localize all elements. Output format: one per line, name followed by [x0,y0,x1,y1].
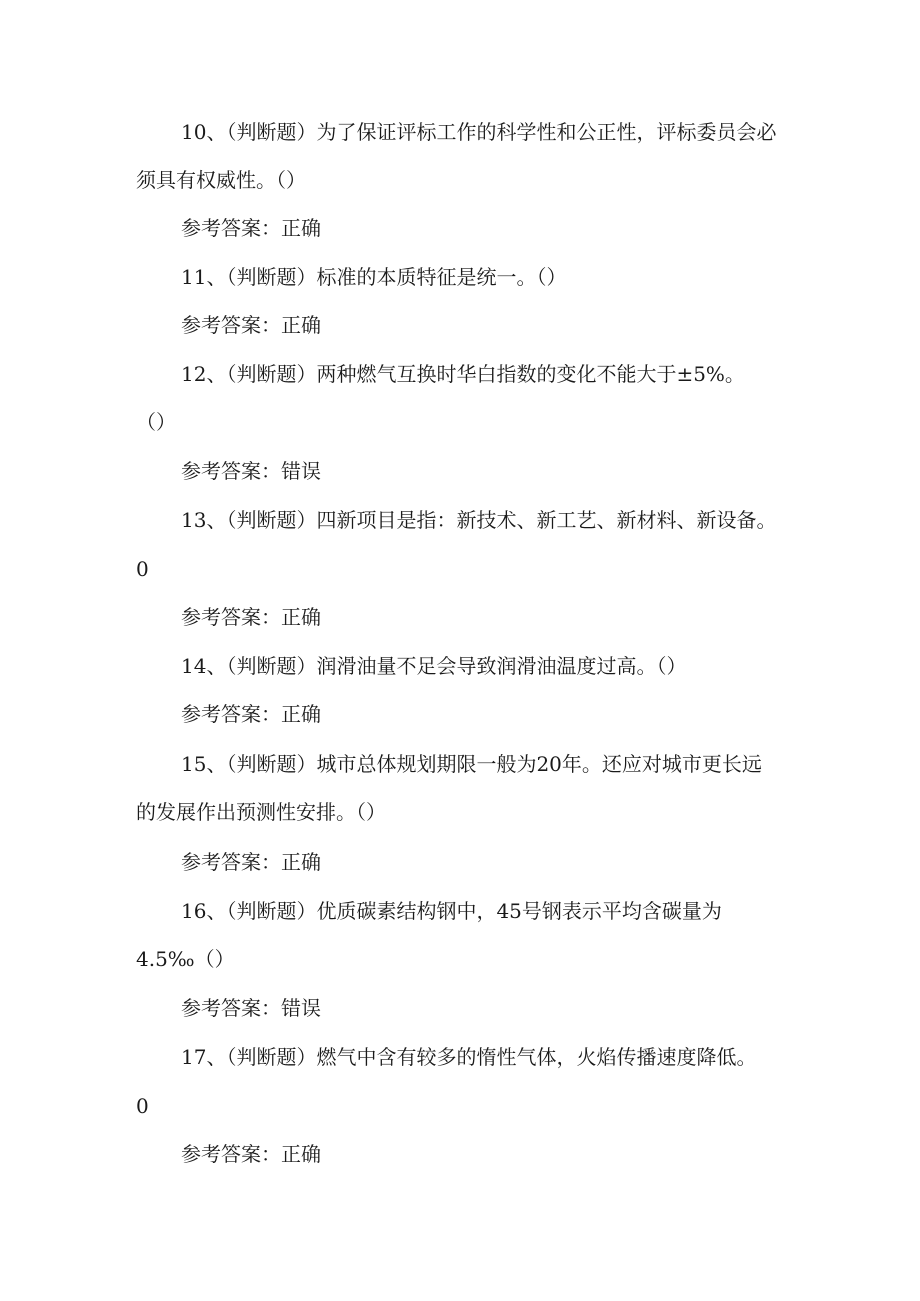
question-10-answer: 参考答案：正确 [181,216,321,240]
question-11-answer: 参考答案：正确 [181,313,321,337]
question-17-answer: 参考答案：正确 [181,1142,321,1166]
question-14-line-1: 14、（判断题）润滑油量不足会导致润滑油温度过高。（） [181,654,687,678]
question-12-line-1: 12、（判断题）两种燃气互换时华白指数的变化不能大于±5%。 [181,362,745,386]
question-15-line-2: 的发展作出预测性安排。（） [136,800,386,824]
question-16-line-1: 16、（判断题）优质碳素结构钢中，45号钢表示平均含碳量为 [181,899,722,923]
question-13-line-2: 0 [136,557,149,581]
question-17-line-2: 0 [136,1094,149,1118]
question-11-line-1: 11、（判断题）标准的本质特征是统一。（） [181,265,567,289]
question-13-answer: 参考答案：正确 [181,605,321,629]
question-12-line-2: （） [136,410,176,434]
question-16-line-2: 4.5‰（） [136,947,235,971]
question-10-line-1: 10、（判断题）为了保证评标工作的科学性和公正性，评标委员会必 [181,120,777,144]
question-13-line-1: 13、（判断题）四新项目是指：新技术、新工艺、新材料、新设备。 [181,508,777,532]
question-15-answer: 参考答案：正确 [181,850,321,874]
question-15-line-1: 15、（判断题）城市总体规划期限一般为20年。还应对城市更长远 [181,752,762,776]
question-14-answer: 参考答案：正确 [181,702,321,726]
question-17-line-1: 17、（判断题）燃气中含有较多的惰性气体，火焰传播速度降低。 [181,1045,757,1069]
question-10-line-2: 须具有权威性。（） [136,168,306,192]
question-16-answer: 参考答案：错误 [181,996,321,1020]
question-12-answer: 参考答案：错误 [181,459,321,483]
